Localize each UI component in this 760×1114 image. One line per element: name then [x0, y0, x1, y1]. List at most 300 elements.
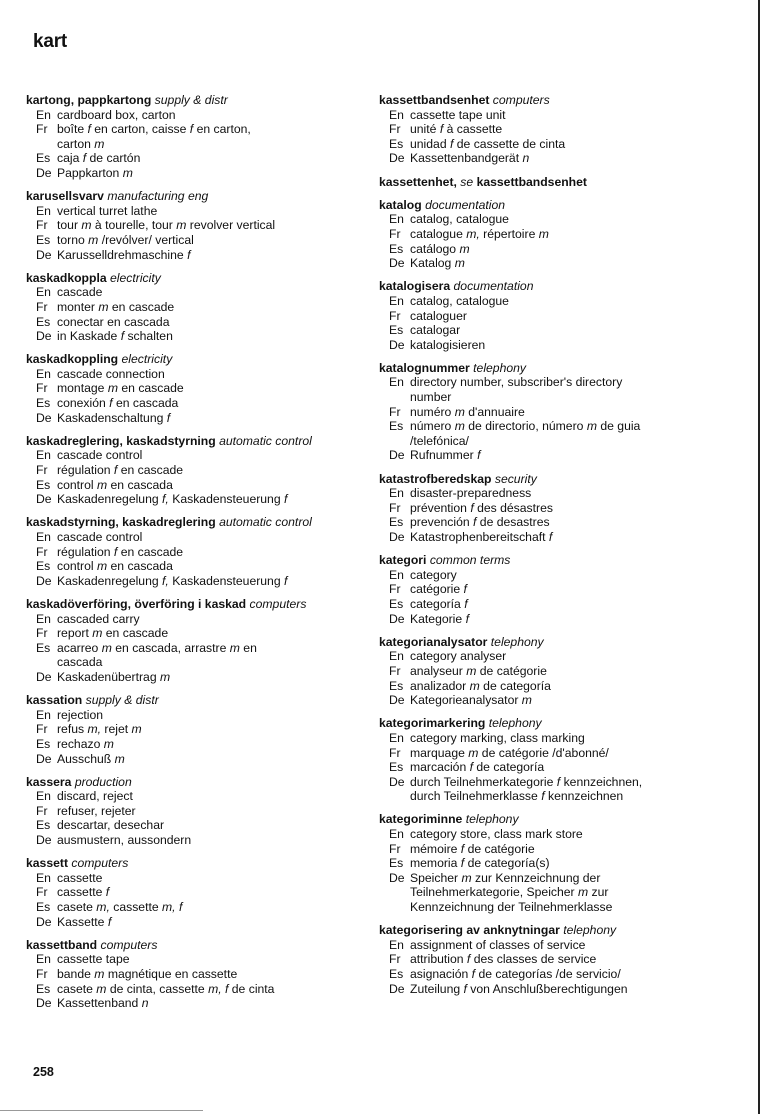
- italic-label: m: [101, 640, 112, 655]
- italic-label: m, f: [162, 900, 183, 915]
- text-segment: Karusselldrehmaschine: [57, 247, 188, 262]
- text-segment: tour: [57, 218, 82, 233]
- italic-label: m: [461, 870, 472, 885]
- translation-line: [379, 338, 719, 353]
- translation-line: [379, 448, 719, 463]
- language-code: [26, 137, 57, 152]
- translation-line: [26, 545, 360, 560]
- text-segment: de cartón: [86, 151, 141, 166]
- translation-text: [57, 478, 360, 493]
- translation-text: [57, 708, 360, 723]
- translation-text: [410, 309, 719, 324]
- text-segment: de catégorie /d'abonné/: [478, 745, 609, 760]
- italic-label: f: [464, 596, 468, 611]
- language-code: En: [36, 203, 51, 218]
- language-code: Fr: [36, 381, 48, 396]
- entry-head: [379, 472, 719, 487]
- italic-label: m: [96, 559, 108, 574]
- language-code: Es: [389, 596, 404, 611]
- translation-line: [26, 818, 360, 833]
- translation-line: [379, 515, 719, 530]
- translation-line: [379, 486, 719, 501]
- translation-text: [57, 818, 360, 833]
- headword: kassettenhet,: [379, 174, 457, 189]
- italic-label: f: [120, 329, 125, 344]
- translation-line: [379, 242, 719, 257]
- text-segment: control: [57, 477, 97, 492]
- text-segment: discard, reject: [57, 789, 133, 804]
- text-segment: en cascada: [112, 396, 179, 411]
- language-code: Es: [36, 900, 51, 915]
- translation-line: [26, 411, 360, 426]
- translation-text: [410, 760, 719, 775]
- text-segment: von Anschlußberechtigungen: [466, 981, 628, 996]
- language-code: De: [36, 914, 52, 929]
- translation-text: [410, 679, 719, 694]
- text-segment: zur: [588, 885, 609, 900]
- italic-label: f: [82, 151, 87, 166]
- entry-head: [379, 198, 719, 213]
- headword: kassettband: [26, 937, 98, 952]
- translation-text: [410, 885, 719, 900]
- language-code: Es: [36, 981, 51, 996]
- entry-head: [379, 93, 719, 108]
- translation-text: [410, 827, 719, 842]
- headword: katastrofberedskap: [379, 471, 492, 486]
- text-segment: des désastres: [473, 500, 553, 515]
- translation-text: [410, 982, 719, 997]
- dictionary-entry: [379, 361, 719, 463]
- translation-line: [26, 367, 360, 382]
- italic-label: f: [113, 544, 118, 559]
- translation-line: [379, 582, 719, 597]
- text-segment: Kaskadenregelung: [57, 573, 163, 588]
- italic-label: n: [522, 151, 530, 166]
- translation-text: [410, 900, 719, 915]
- translation-line: [379, 967, 719, 982]
- entry-head: [379, 553, 719, 568]
- dictionary-entry: [26, 775, 360, 848]
- text-segment: catégorie: [410, 582, 464, 597]
- italic-label: m: [88, 232, 99, 247]
- translation-text: [57, 151, 360, 166]
- text-segment: conectar en cascada: [57, 314, 170, 329]
- italic-label: f: [556, 774, 561, 789]
- translation-text: [57, 612, 360, 627]
- translation-line: [379, 405, 719, 420]
- language-code: En: [36, 448, 51, 463]
- text-segment: cascade: [57, 285, 103, 300]
- italic-label: f: [470, 500, 474, 515]
- language-code: En: [389, 486, 404, 501]
- text-segment: cardboard box, carton: [57, 107, 176, 122]
- text-segment: refus: [57, 722, 88, 737]
- italic-label: f: [189, 122, 194, 137]
- italic-label: automatic control: [219, 433, 312, 448]
- language-code: Fr: [389, 663, 401, 678]
- language-code: Es: [389, 136, 404, 151]
- italic-label: n: [141, 996, 149, 1011]
- translation-text: [57, 285, 360, 300]
- translation-line: [379, 856, 719, 871]
- language-code: Es: [389, 515, 404, 530]
- text-segment: Kaskadenschaltung: [57, 410, 167, 425]
- language-code: Fr: [389, 500, 401, 515]
- translation-line: [26, 641, 360, 656]
- italic-label: documentation: [453, 279, 534, 294]
- language-code: Es: [36, 232, 51, 247]
- language-code: De: [36, 492, 52, 507]
- translation-line: [26, 396, 360, 411]
- text-segment: assignment of classes of service: [410, 937, 586, 952]
- text-segment: cascade control: [57, 530, 143, 544]
- headword: kategorisering av anknytningar: [379, 923, 560, 938]
- dictionary-entry: [26, 434, 360, 507]
- translation-line: [26, 574, 360, 589]
- language-code: Fr: [36, 218, 48, 233]
- italic-label: supply & distr: [85, 693, 159, 708]
- headword: kartong, pappkartong: [26, 93, 152, 107]
- language-code: Es: [389, 241, 404, 256]
- text-segment: kennzeichnen,: [560, 774, 643, 789]
- entry-head: [26, 434, 360, 449]
- italic-label: f: [284, 492, 288, 507]
- italic-label: telephony: [465, 812, 519, 827]
- italic-label: m: [107, 381, 118, 396]
- entry-head: [379, 279, 719, 294]
- translation-text: [57, 900, 360, 915]
- language-code: [379, 434, 410, 449]
- translation-line: [379, 256, 719, 271]
- translation-text: [410, 501, 719, 516]
- translation-text: [410, 122, 719, 137]
- italic-label: computers: [71, 856, 129, 871]
- italic-label: m: [229, 640, 240, 655]
- language-code: En: [389, 827, 404, 842]
- headword: kassettbandsenhet: [379, 93, 490, 107]
- language-code: En: [389, 212, 404, 227]
- language-code: En: [36, 530, 51, 544]
- headword: kaskadreglering, kaskadstyrning: [26, 433, 216, 448]
- translation-text: [410, 137, 719, 152]
- translation-text: [410, 323, 719, 338]
- translation-text: [57, 233, 360, 248]
- text-segment: Kennzeichnung der Teilnehmerklasse: [410, 900, 613, 915]
- text-segment: cataloguer: [410, 308, 467, 323]
- language-code: En: [36, 870, 51, 885]
- translation-line: [26, 952, 360, 967]
- translation-text: [410, 390, 719, 405]
- translation-text: [57, 396, 360, 411]
- translation-line: [379, 419, 719, 434]
- italic-label: m: [131, 722, 142, 737]
- text-segment: de categoría: [479, 678, 551, 693]
- language-code: En: [36, 952, 51, 967]
- dictionary-entry: [26, 93, 360, 181]
- italic-label: m: [578, 885, 589, 900]
- language-code: De: [389, 981, 405, 996]
- language-code: Fr: [36, 967, 48, 981]
- language-code: Fr: [36, 299, 48, 314]
- translation-text: [410, 789, 719, 804]
- italic-label: f: [471, 967, 476, 981]
- text-segment: Pappkarton: [57, 165, 123, 180]
- language-code: Es: [36, 151, 51, 166]
- text-segment: caja: [57, 151, 83, 166]
- translation-line: [26, 463, 360, 478]
- text-segment: Kaskadensteuerung: [168, 573, 284, 588]
- text-segment: prévention: [410, 500, 471, 515]
- entry-head: [26, 938, 360, 953]
- language-code: De: [389, 256, 405, 271]
- headword: kaskadöverföring, överföring i kaskad: [26, 596, 247, 611]
- translation-text: [57, 982, 360, 997]
- text-segment: casete: [57, 981, 97, 996]
- text-segment: mémoire: [410, 841, 461, 856]
- translation-text: [410, 731, 719, 746]
- text-segment: Kaskadenregelung: [57, 492, 163, 507]
- translation-text: [410, 419, 719, 434]
- language-code: De: [36, 669, 52, 684]
- translation-text: [57, 137, 360, 152]
- text-segment: de categorías /de servicio/: [475, 967, 621, 981]
- translation-line: [379, 842, 719, 857]
- language-code: Fr: [36, 803, 48, 818]
- text-segment: category store, class mark store: [410, 827, 583, 842]
- translation-line: [26, 626, 360, 641]
- entry-head: [26, 271, 360, 286]
- text-segment: katalogisieren: [410, 337, 486, 352]
- italic-label: m: [468, 745, 479, 760]
- translation-line: [26, 492, 360, 507]
- translation-line: [379, 294, 719, 309]
- text-segment: torno: [57, 232, 89, 247]
- language-code: De: [389, 151, 405, 166]
- italic-label: f,: [162, 573, 169, 588]
- dictionary-entry: [379, 553, 719, 626]
- text-segment: refuser, rejeter: [57, 803, 136, 818]
- text-segment: cascade control: [57, 448, 143, 463]
- italic-label: f: [439, 122, 444, 137]
- language-code: En: [36, 611, 51, 626]
- language-code: En: [389, 567, 404, 582]
- translation-line: [379, 760, 719, 775]
- italic-label: f: [541, 789, 545, 804]
- language-code: De: [389, 611, 405, 626]
- translation-line: [379, 323, 719, 338]
- translation-text: [410, 649, 719, 664]
- language-code: De: [36, 410, 52, 425]
- headword: kaskadstyrning, kaskadreglering: [26, 515, 216, 530]
- language-code: Fr: [389, 308, 401, 323]
- translation-text: [57, 952, 360, 967]
- translation-text: [410, 515, 719, 530]
- translation-line: [26, 204, 360, 219]
- translation-line: [26, 670, 360, 685]
- italic-label: telephony: [490, 634, 544, 649]
- text-segment: numéro: [410, 404, 455, 419]
- text-segment: bande: [57, 967, 95, 981]
- text-segment: analizador: [410, 678, 470, 693]
- italic-label: production: [74, 774, 132, 789]
- entry-head: [379, 716, 719, 731]
- translation-text: [57, 655, 360, 670]
- italic-label: security: [494, 471, 537, 486]
- translation-line: [26, 530, 360, 545]
- italic-label: computers: [492, 93, 550, 107]
- translation-text: [57, 122, 360, 137]
- text-segment: rechazo: [57, 736, 104, 751]
- italic-label: m,: [87, 722, 102, 737]
- translation-text: [410, 434, 719, 449]
- dictionary-entry: [379, 175, 719, 190]
- translation-line: [379, 227, 719, 242]
- translation-text: [57, 752, 360, 767]
- italic-label: telephony: [473, 360, 527, 375]
- text-segment: en carton, caisse: [90, 122, 190, 137]
- text-segment: number: [410, 390, 452, 405]
- language-code: De: [36, 247, 52, 262]
- language-code: De: [36, 573, 52, 588]
- entry-head: [26, 93, 360, 108]
- dictionary-entry: [26, 271, 360, 344]
- translation-line: [379, 137, 719, 152]
- language-code: En: [389, 649, 404, 664]
- text-segment: rejection: [57, 707, 104, 722]
- entry-head: [379, 812, 719, 827]
- translation-text: [57, 737, 360, 752]
- translation-line: [26, 166, 360, 181]
- italic-label: f: [109, 396, 113, 411]
- text-segment: en cascade: [117, 381, 184, 396]
- translation-text: [57, 574, 360, 589]
- language-code: [379, 789, 410, 804]
- headword: karusellsvarv: [26, 189, 104, 204]
- italic-label: m: [538, 226, 549, 241]
- dictionary-entry: [379, 812, 719, 914]
- text-segment: report: [57, 626, 93, 641]
- translation-line: [26, 300, 360, 315]
- headword: katalogisera: [379, 279, 451, 294]
- translation-text: [410, 938, 719, 953]
- text-segment: descartar, desechar: [57, 818, 165, 833]
- italic-label: m,: [466, 226, 480, 241]
- text-segment: número: [410, 419, 455, 434]
- translation-line: [26, 996, 360, 1011]
- translation-line: [379, 827, 719, 842]
- entry-head: [26, 515, 360, 530]
- translation-text: [410, 597, 719, 612]
- text-segment: catalog, catalogue: [410, 212, 509, 227]
- translation-line: [26, 108, 360, 123]
- italic-label: documentation: [425, 197, 506, 212]
- language-code: Es: [36, 640, 51, 655]
- language-code: De: [36, 833, 52, 848]
- language-code: En: [389, 937, 404, 952]
- translation-line: [26, 804, 360, 819]
- translation-line: [379, 746, 719, 761]
- italic-label: manufacturing eng: [107, 189, 209, 204]
- translation-text: [57, 833, 360, 848]
- text-segment: Ausschuß: [57, 751, 115, 766]
- text-segment: de guia: [596, 419, 641, 434]
- translation-line: [26, 885, 360, 900]
- text-segment: category marking, class marking: [410, 730, 585, 745]
- italic-label: f: [469, 760, 473, 775]
- dictionary-entry: [26, 938, 360, 1011]
- translation-text: [410, 108, 719, 123]
- italic-label: m: [176, 218, 187, 233]
- language-code: De: [389, 448, 405, 463]
- text-segment: de categoría(s): [464, 856, 550, 871]
- translation-text: [57, 300, 360, 315]
- translation-text: [410, 856, 719, 871]
- translation-text: [57, 463, 360, 478]
- translation-line: [26, 381, 360, 396]
- entry-head: [26, 775, 360, 790]
- translation-text: [57, 885, 360, 900]
- continuation-line: [379, 390, 719, 405]
- page-number: 258: [33, 1065, 54, 1079]
- text-segment: cascade connection: [57, 366, 165, 381]
- text-segment: à tourelle, tour: [91, 218, 177, 233]
- language-code: De: [36, 996, 52, 1011]
- translation-line: [379, 375, 719, 390]
- translation-line: [379, 775, 719, 790]
- language-code: En: [36, 789, 51, 804]
- headword: kategorianalysator: [379, 634, 488, 649]
- entry-head: [26, 189, 360, 204]
- language-code: De: [389, 693, 405, 708]
- dictionary-entry: [379, 93, 719, 166]
- italic-label: m: [96, 477, 108, 492]
- text-segment: control: [57, 559, 97, 574]
- translation-text: [410, 568, 719, 583]
- language-code: [379, 885, 410, 900]
- headword: kategorimarkering: [379, 716, 486, 731]
- translation-line: [26, 982, 360, 997]
- italic-label: automatic control: [219, 515, 312, 530]
- text-segment: Kaskadensteuerung: [168, 492, 284, 507]
- translation-text: [57, 996, 360, 1011]
- text-segment: montage: [57, 381, 108, 396]
- text-segment: Kassettenbandgerät: [410, 151, 523, 166]
- text-segment: régulation: [57, 463, 114, 478]
- italic-label: m: [122, 165, 133, 180]
- translation-text: [57, 545, 360, 560]
- continuation-line: [379, 434, 719, 449]
- translation-text: [57, 670, 360, 685]
- text-segment: en cascade: [117, 463, 184, 478]
- italic-label: f: [465, 611, 469, 626]
- language-code: Fr: [389, 841, 401, 856]
- language-code: En: [389, 107, 404, 122]
- translation-text: [57, 315, 360, 330]
- translation-text: [410, 212, 719, 227]
- left-column: [26, 93, 360, 1019]
- translation-line: [379, 122, 719, 137]
- headword: kaskadkoppla: [26, 270, 107, 285]
- translation-text: [57, 915, 360, 930]
- dictionary-entry: [26, 189, 360, 262]
- italic-label: m: [94, 136, 105, 151]
- language-code: En: [36, 707, 51, 722]
- italic-label: f: [463, 582, 467, 597]
- text-segment: cassette tape unit: [410, 107, 506, 122]
- text-segment: cassette: [57, 870, 103, 885]
- translation-line: [26, 967, 360, 982]
- translation-text: [57, 218, 360, 233]
